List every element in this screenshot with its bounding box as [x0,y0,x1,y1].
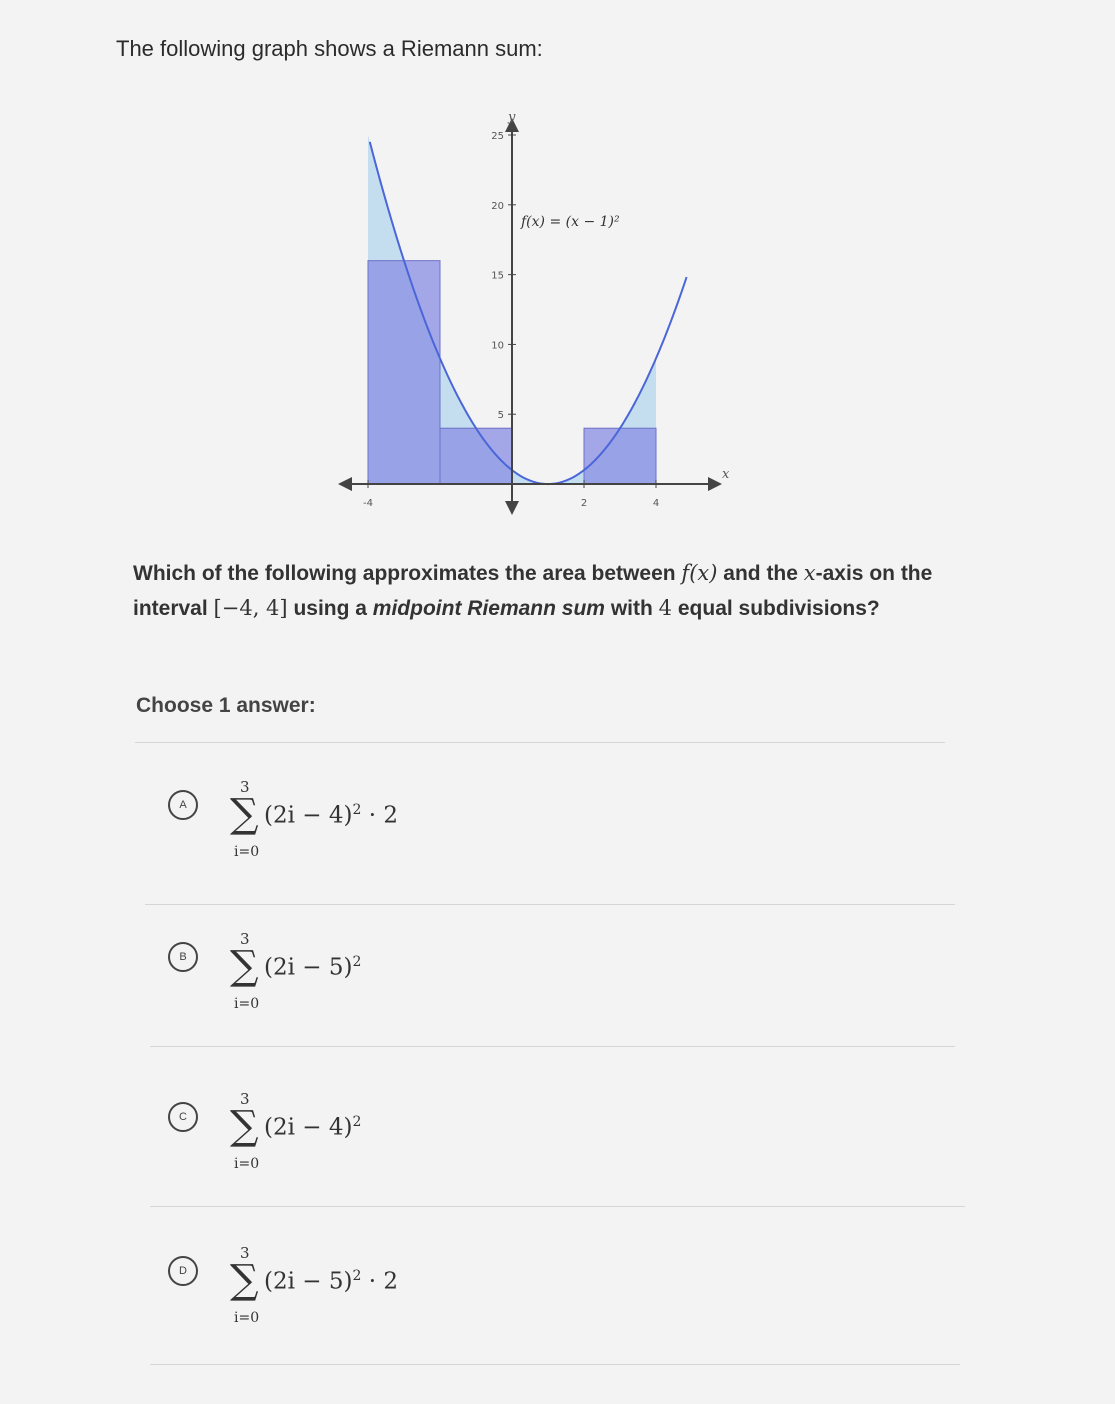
sum-expression: $(2i - 5)^2$ [264,954,362,981]
sigma-icon: ∑ [230,943,259,989]
separator [150,1206,965,1207]
x-tick-label: 4 [652,498,660,510]
separator [150,1046,955,1047]
choice-d[interactable] [168,1244,868,1364]
choice-b[interactable] [168,930,868,1050]
separator [135,742,945,743]
question-text: Which of the following approximates the area between f(x) and the x-axis on the interval [−4, 4] using a midpoint Riemann sum with 4 equal subdivisions? [133,561,933,620]
sum-upper-limit: 3 [240,1090,250,1108]
intro-text: The following graph shows a Riemann sum: [116,36,543,61]
x-axis-label: x [722,467,730,483]
sum-lower-limit: i=0 [234,996,260,1012]
sum-expression: $(2i - 5)^2 \cdot 2$ [264,1268,398,1295]
y-axis-label: y [508,110,516,125]
sum-upper-limit: 3 [240,1244,250,1262]
y-tick-label: 10 [491,340,504,352]
choice-a[interactable] [168,778,868,898]
sigma-icon: ∑ [230,791,259,837]
sum-upper-limit: 3 [240,778,250,796]
x-tick-label: 2 [580,498,588,510]
riemann-rect-4 [584,428,656,484]
riemann-rect-2 [440,428,512,484]
y-tick-label: 20 [491,200,504,212]
y-tick-label: 25 [491,131,504,142]
sum-lower-limit: i=0 [234,844,260,860]
sum-upper-limit: 3 [240,930,250,948]
sum-lower-limit: i=0 [234,1156,260,1172]
function-label: f(x) = (x − 1)² [521,213,620,230]
choice-c-radio[interactable]: C [168,1102,198,1132]
y-tick-label: 15 [491,270,504,282]
x-tick-label: -4 [363,498,373,510]
separator [145,904,955,905]
riemann-sum-graph [320,105,740,525]
separator [150,1364,960,1365]
riemann-rect-1 [368,261,440,484]
sum-expression: $(2i - 4)^2 \cdot 2$ [264,802,398,829]
choice-c[interactable] [168,1090,868,1210]
choice-b-radio[interactable]: B [168,942,198,972]
choice-d-radio[interactable]: D [168,1256,198,1286]
sigma-icon: ∑ [230,1257,259,1303]
y-tick-label: 5 [497,410,504,422]
sum-expression: $(2i - 4)^2$ [264,1114,362,1141]
choice-a-radio[interactable]: A [168,790,198,820]
choose-label: Choose 1 answer: [136,694,316,717]
sum-lower-limit: i=0 [234,1310,260,1326]
sigma-icon: ∑ [230,1103,259,1149]
